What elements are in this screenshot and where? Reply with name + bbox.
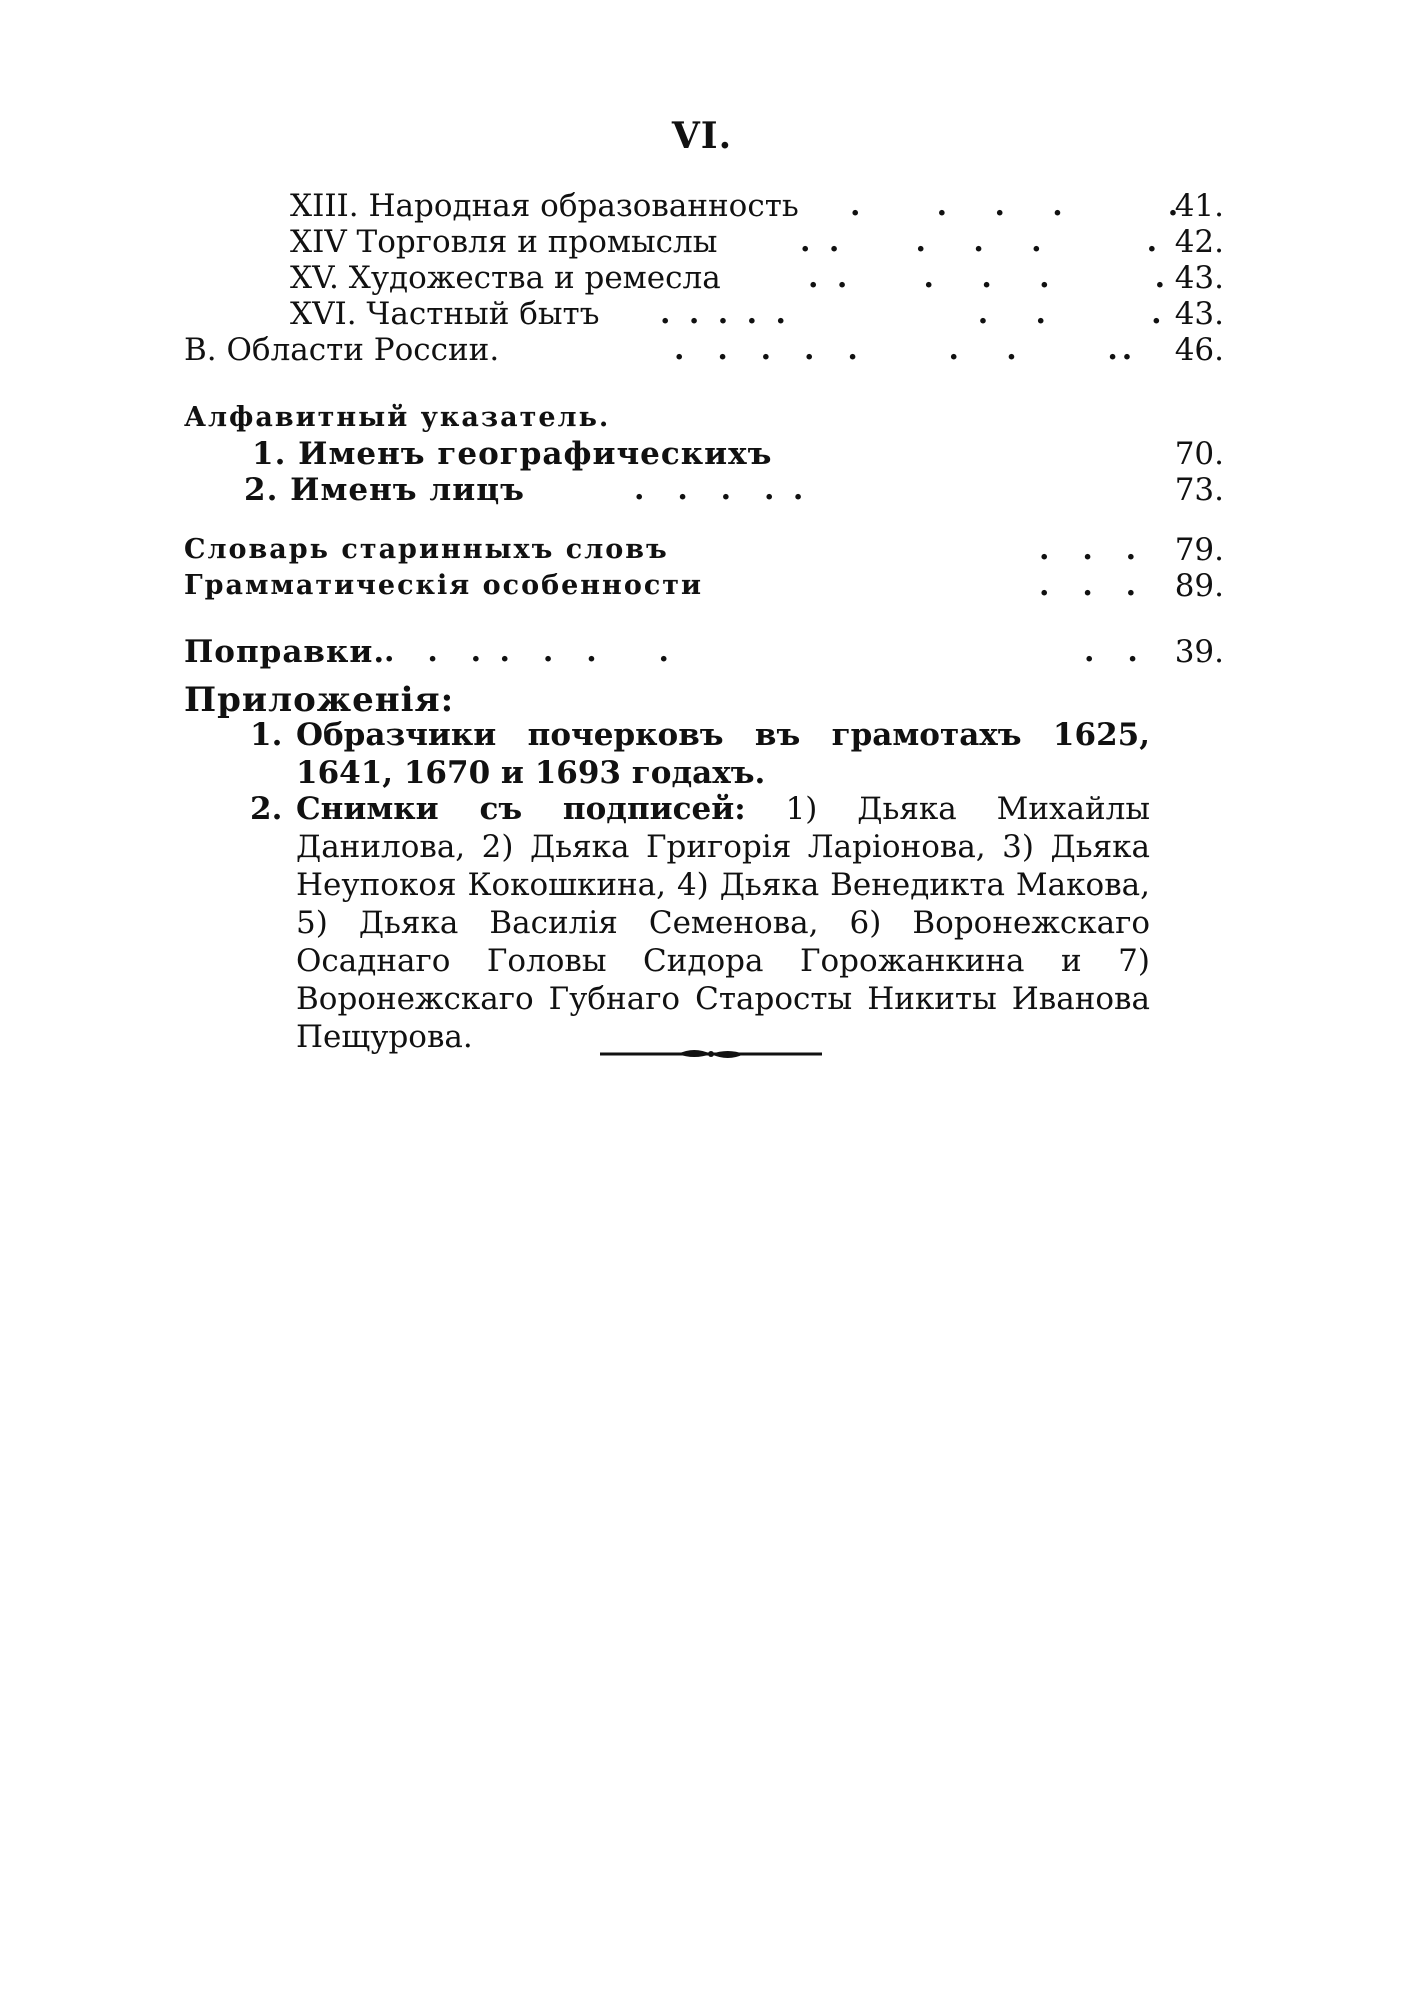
toc-item-label: XIII. Народная образованность xyxy=(290,188,799,224)
leader-dots: . . . . . xyxy=(850,188,1183,223)
toc-item xyxy=(252,434,1224,474)
toc-item-label: XVI. Частный бытъ xyxy=(290,296,600,332)
toc-item-page: 70. xyxy=(1174,436,1224,472)
appendix-heading: Приложенія: xyxy=(184,680,455,720)
toc-item xyxy=(184,530,1224,570)
toc-item-page: 43. xyxy=(1174,296,1224,332)
leader-dots: . . . . . . . . xyxy=(660,296,1166,331)
leader-dots: . . . . . . . xyxy=(384,634,673,669)
toc-item-label: XIV Торговля и промыслы xyxy=(290,224,718,260)
toc-item-page: 46. xyxy=(1174,332,1224,368)
leader-dots: . . . xyxy=(1039,532,1141,567)
toc-item-label: XV. Художества и ремесла xyxy=(290,260,721,296)
leader-dots: . . . . . . . .. xyxy=(674,332,1137,367)
appendix-item-number: 1. xyxy=(250,717,283,753)
appendix-item xyxy=(250,716,1150,792)
toc-item-label: В. Области России. xyxy=(184,332,500,368)
toc-item xyxy=(290,294,1224,334)
index-heading-text: Алфавитный указатель. xyxy=(184,402,611,433)
toc-item-label: Грамматическія особенности xyxy=(184,570,704,601)
toc-item-label: 1. Именъ географическихъ xyxy=(252,436,773,472)
toc-item-page: 43. xyxy=(1174,260,1224,296)
leader-dots: . . xyxy=(1084,634,1142,669)
leader-dots: . . . . . . xyxy=(808,260,1170,295)
toc-item xyxy=(290,222,1224,262)
leader-dots: . . . . . xyxy=(634,472,808,507)
leader-dots: . . . . . . xyxy=(800,224,1162,259)
toc-item-label: Словарь старинныхъ словъ xyxy=(184,534,669,565)
appendix-item-lead: Снимки съ подписей: xyxy=(296,791,746,827)
appendix-item-text: 1) Дьяка Михайлы Данилова, 2) Дьяка Григорія Ларіонова, 3) Дьяка Неупокоя Кокошкина, 4) Дьяка Венедикта Макова, 5) Дьяка Василія Семенова, 6) Воронежскаго Осаднаго Головы Сидора Горожанкина и 7) Воронежскаго Губнаго Старосты Никиты Иванова Пещурова. xyxy=(296,791,1151,1055)
appendix-item-text: Образчики почерковъ въ грамотахъ 1625, 1641, 1670 и 1693 годахъ. xyxy=(296,717,1150,791)
toc-item xyxy=(244,470,1224,510)
toc-item xyxy=(184,632,1224,672)
toc-item-label: 2. Именъ лицъ xyxy=(244,472,525,508)
toc-item-label: Поправки. xyxy=(184,634,386,670)
toc-item-page: 73. xyxy=(1174,472,1224,508)
toc-item-page: 41. xyxy=(1174,188,1224,224)
appendix-item xyxy=(250,790,1150,1056)
toc-section-b xyxy=(184,330,1224,370)
toc-item xyxy=(290,186,1224,226)
toc-item-page: 42. xyxy=(1174,224,1224,260)
leader-dots: . . . xyxy=(1039,568,1141,603)
toc-item-page: 89. xyxy=(1174,568,1224,604)
toc-item-page: 79. xyxy=(1174,532,1224,568)
toc-item xyxy=(290,258,1224,298)
ornament-divider xyxy=(598,1044,824,1064)
index-heading xyxy=(184,398,884,438)
toc-item xyxy=(184,566,1224,606)
appendix-item-number: 2. xyxy=(250,791,283,827)
page-number: VI. xyxy=(671,115,733,157)
toc-item-page: 39. xyxy=(1174,634,1224,670)
